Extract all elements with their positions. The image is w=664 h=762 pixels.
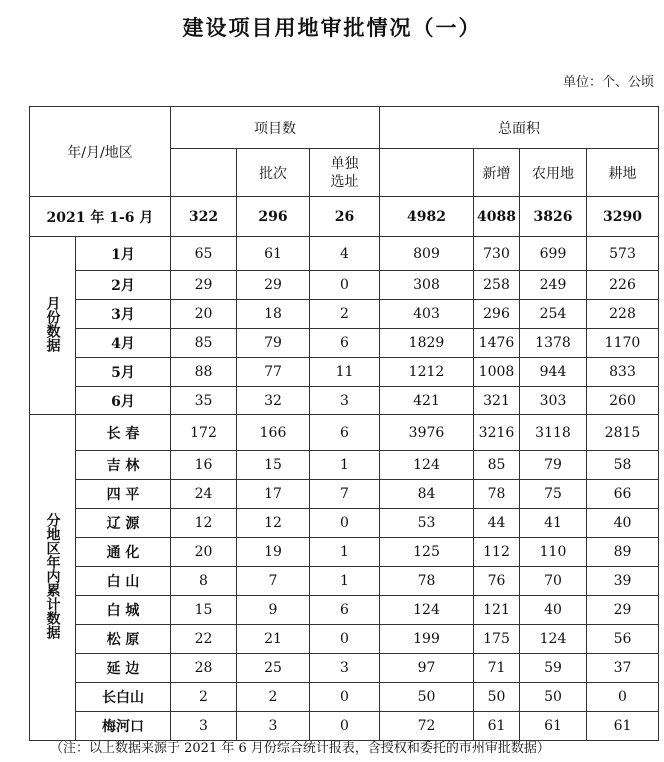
month-value-cell: 421 xyxy=(380,387,474,415)
month-value-cell: 0 xyxy=(310,271,380,300)
region-value-cell: 0 xyxy=(310,712,380,741)
month-value-cell: 85 xyxy=(171,329,237,358)
region-value-cell: 6 xyxy=(310,415,380,451)
month-value-cell: 249 xyxy=(520,271,587,300)
month-value-cell: 61 xyxy=(237,237,310,271)
region-value-cell: 78 xyxy=(474,480,520,509)
region-label: 辽 源 xyxy=(76,509,171,538)
region-value-cell: 172 xyxy=(171,415,237,451)
region-label: 通 化 xyxy=(76,538,171,567)
month-value-cell: 1008 xyxy=(474,358,520,387)
region-row xyxy=(30,567,659,596)
region-value-cell: 125 xyxy=(380,538,474,567)
region-value-cell: 84 xyxy=(380,480,474,509)
month-value-cell: 228 xyxy=(587,300,659,329)
region-value-cell: 0 xyxy=(587,683,659,712)
region-row xyxy=(30,654,659,683)
region-value-cell: 53 xyxy=(380,509,474,538)
month-value-cell: 32 xyxy=(237,387,310,415)
region-value-cell: 9 xyxy=(237,596,310,625)
region-value-cell: 1 xyxy=(310,538,380,567)
region-value-cell: 61 xyxy=(587,712,659,741)
region-value-cell: 199 xyxy=(380,625,474,654)
summary-row xyxy=(30,197,659,237)
region-value-cell: 29 xyxy=(587,596,659,625)
region-value-cell: 7 xyxy=(237,567,310,596)
region-value-cell: 2 xyxy=(237,683,310,712)
region-value-cell: 3 xyxy=(237,712,310,741)
region-value-cell: 56 xyxy=(587,625,659,654)
month-value-cell: 4 xyxy=(310,237,380,271)
region-value-cell: 40 xyxy=(587,509,659,538)
region-value-cell: 6 xyxy=(310,596,380,625)
region-label: 延 边 xyxy=(76,654,171,683)
month-value-cell: 308 xyxy=(380,271,474,300)
approval-table xyxy=(29,106,659,741)
month-value-cell: 65 xyxy=(171,237,237,271)
month-value-cell: 35 xyxy=(171,387,237,415)
region-value-cell: 20 xyxy=(171,538,237,567)
month-value-cell: 77 xyxy=(237,358,310,387)
region-row xyxy=(30,509,659,538)
region-value-cell: 61 xyxy=(520,712,587,741)
month-row xyxy=(30,329,659,358)
region-value-cell: 78 xyxy=(380,567,474,596)
region-value-cell: 2 xyxy=(171,683,237,712)
month-value-cell: 1378 xyxy=(520,329,587,358)
month-value-cell: 730 xyxy=(474,237,520,271)
region-value-cell: 3976 xyxy=(380,415,474,451)
region-value-cell: 19 xyxy=(237,538,310,567)
summary-label: 2021 年 1-6 月 xyxy=(30,197,171,237)
summary-cultivated: 3290 xyxy=(587,197,659,237)
region-value-cell: 175 xyxy=(474,625,520,654)
region-value-cell: 44 xyxy=(474,509,520,538)
region-value-cell: 121 xyxy=(474,596,520,625)
projects-header: 项目数 xyxy=(171,107,380,149)
region-value-cell: 75 xyxy=(520,480,587,509)
region-value-cell: 2815 xyxy=(587,415,659,451)
summary-single-site: 26 xyxy=(310,197,380,237)
month-value-cell: 809 xyxy=(380,237,474,271)
total-area-header: 总面积 xyxy=(380,107,659,149)
region-row xyxy=(30,415,659,451)
region-value-cell: 124 xyxy=(520,625,587,654)
region-row xyxy=(30,596,659,625)
region-value-cell: 50 xyxy=(474,683,520,712)
month-value-cell: 944 xyxy=(520,358,587,387)
month-row xyxy=(30,271,659,300)
region-label: 白 城 xyxy=(76,596,171,625)
region-value-cell: 28 xyxy=(171,654,237,683)
region-value-cell: 39 xyxy=(587,567,659,596)
region-label: 白 山 xyxy=(76,567,171,596)
month-label: 1月 xyxy=(76,237,171,271)
month-label: 3月 xyxy=(76,300,171,329)
month-value-cell: 88 xyxy=(171,358,237,387)
region-row xyxy=(30,625,659,654)
month-value-cell: 6 xyxy=(310,329,380,358)
cultivated-header: 耕地 xyxy=(587,149,659,197)
region-row xyxy=(30,538,659,567)
region-value-cell: 24 xyxy=(171,480,237,509)
region-value-cell: 22 xyxy=(171,625,237,654)
region-value-cell: 15 xyxy=(171,596,237,625)
region-value-cell: 72 xyxy=(380,712,474,741)
region-value-cell: 112 xyxy=(474,538,520,567)
summary-total-area: 4982 xyxy=(380,197,474,237)
month-value-cell: 1476 xyxy=(474,329,520,358)
month-label: 5月 xyxy=(76,358,171,387)
region-label: 长白山 xyxy=(76,683,171,712)
summary-projects: 322 xyxy=(171,197,237,237)
region-value-cell: 7 xyxy=(310,480,380,509)
region-label: 梅河口 xyxy=(76,712,171,741)
month-value-cell: 296 xyxy=(474,300,520,329)
month-value-cell: 260 xyxy=(587,387,659,415)
region-value-cell: 12 xyxy=(171,509,237,538)
month-value-cell: 573 xyxy=(587,237,659,271)
area-blank-header xyxy=(380,149,474,197)
region-value-cell: 61 xyxy=(474,712,520,741)
region-value-cell: 124 xyxy=(380,451,474,480)
region-value-cell: 17 xyxy=(237,480,310,509)
region-value-cell: 59 xyxy=(520,654,587,683)
region-value-cell: 3118 xyxy=(520,415,587,451)
region-label: 松 原 xyxy=(76,625,171,654)
region-value-cell: 124 xyxy=(380,596,474,625)
region-value-cell: 25 xyxy=(237,654,310,683)
month-value-cell: 303 xyxy=(520,387,587,415)
region-value-cell: 79 xyxy=(520,451,587,480)
region-row xyxy=(30,451,659,480)
region-value-cell: 0 xyxy=(310,683,380,712)
region-value-cell: 1 xyxy=(310,451,380,480)
region-value-cell: 1 xyxy=(310,567,380,596)
unit-label: 单位：个、公顷 xyxy=(562,75,654,90)
summary-farmland: 3826 xyxy=(520,197,587,237)
region-value-cell: 40 xyxy=(520,596,587,625)
region-row xyxy=(30,480,659,509)
month-value-cell: 2 xyxy=(310,300,380,329)
month-row xyxy=(30,358,659,387)
month-value-cell: 29 xyxy=(237,271,310,300)
region-value-cell: 0 xyxy=(310,509,380,538)
region-value-cell: 70 xyxy=(520,567,587,596)
new-added-header: 新增 xyxy=(474,149,520,197)
month-value-cell: 258 xyxy=(474,271,520,300)
month-value-cell: 1212 xyxy=(380,358,474,387)
month-value-cell: 699 xyxy=(520,237,587,271)
month-row xyxy=(30,387,659,415)
region-value-cell: 3 xyxy=(310,654,380,683)
region-value-cell: 37 xyxy=(587,654,659,683)
month-label: 6月 xyxy=(76,387,171,415)
month-label: 4月 xyxy=(76,329,171,358)
region-value-cell: 3 xyxy=(171,712,237,741)
region-value-cell: 50 xyxy=(520,683,587,712)
region-value-cell: 12 xyxy=(237,509,310,538)
month-value-cell: 833 xyxy=(587,358,659,387)
batches-header: 批次 xyxy=(237,149,310,197)
region-value-cell: 110 xyxy=(520,538,587,567)
region-value-cell: 76 xyxy=(474,567,520,596)
region-value-cell: 3216 xyxy=(474,415,520,451)
region-label: 长 春 xyxy=(76,415,171,451)
region-label: 四 平 xyxy=(76,480,171,509)
month-value-cell: 79 xyxy=(237,329,310,358)
month-value-cell: 1170 xyxy=(587,329,659,358)
month-value-cell: 403 xyxy=(380,300,474,329)
page-title: 建设项目用地审批情况（一） xyxy=(182,15,482,40)
region-label: 吉 林 xyxy=(76,451,171,480)
month-value-cell: 20 xyxy=(171,300,237,329)
region-value-cell: 58 xyxy=(587,451,659,480)
month-value-cell: 226 xyxy=(587,271,659,300)
region-group-label: 分地区年内累计数据 xyxy=(30,415,76,741)
footnote: （注：以上数据来源于 2021 年 6 月份综合统计报表，含授权和委托的市州审批数据） xyxy=(50,741,550,756)
summary-batches: 296 xyxy=(237,197,310,237)
month-group-label: 月份数据 xyxy=(30,237,76,415)
month-label: 2月 xyxy=(76,271,171,300)
region-row xyxy=(30,683,659,712)
single-site-header: 单独选址 xyxy=(310,149,380,197)
region-value-cell: 85 xyxy=(474,451,520,480)
region-value-cell: 0 xyxy=(310,625,380,654)
region-value-cell: 66 xyxy=(587,480,659,509)
month-row xyxy=(30,300,659,329)
month-value-cell: 321 xyxy=(474,387,520,415)
region-value-cell: 8 xyxy=(171,567,237,596)
month-value-cell: 29 xyxy=(171,271,237,300)
month-row xyxy=(30,237,659,271)
region-value-cell: 89 xyxy=(587,538,659,567)
farmland-header: 农用地 xyxy=(520,149,587,197)
region-value-cell: 21 xyxy=(237,625,310,654)
month-value-cell: 18 xyxy=(237,300,310,329)
month-value-cell: 254 xyxy=(520,300,587,329)
region-value-cell: 16 xyxy=(171,451,237,480)
region-value-cell: 41 xyxy=(520,509,587,538)
month-value-cell: 11 xyxy=(310,358,380,387)
summary-new-added: 4088 xyxy=(474,197,520,237)
month-value-cell: 1829 xyxy=(380,329,474,358)
region-value-cell: 166 xyxy=(237,415,310,451)
projects-blank-header xyxy=(171,149,237,197)
row-label-header: 年/月/地区 xyxy=(30,107,171,197)
region-value-cell: 15 xyxy=(237,451,310,480)
region-value-cell: 97 xyxy=(380,654,474,683)
month-value-cell: 3 xyxy=(310,387,380,415)
region-value-cell: 71 xyxy=(474,654,520,683)
region-value-cell: 50 xyxy=(380,683,474,712)
